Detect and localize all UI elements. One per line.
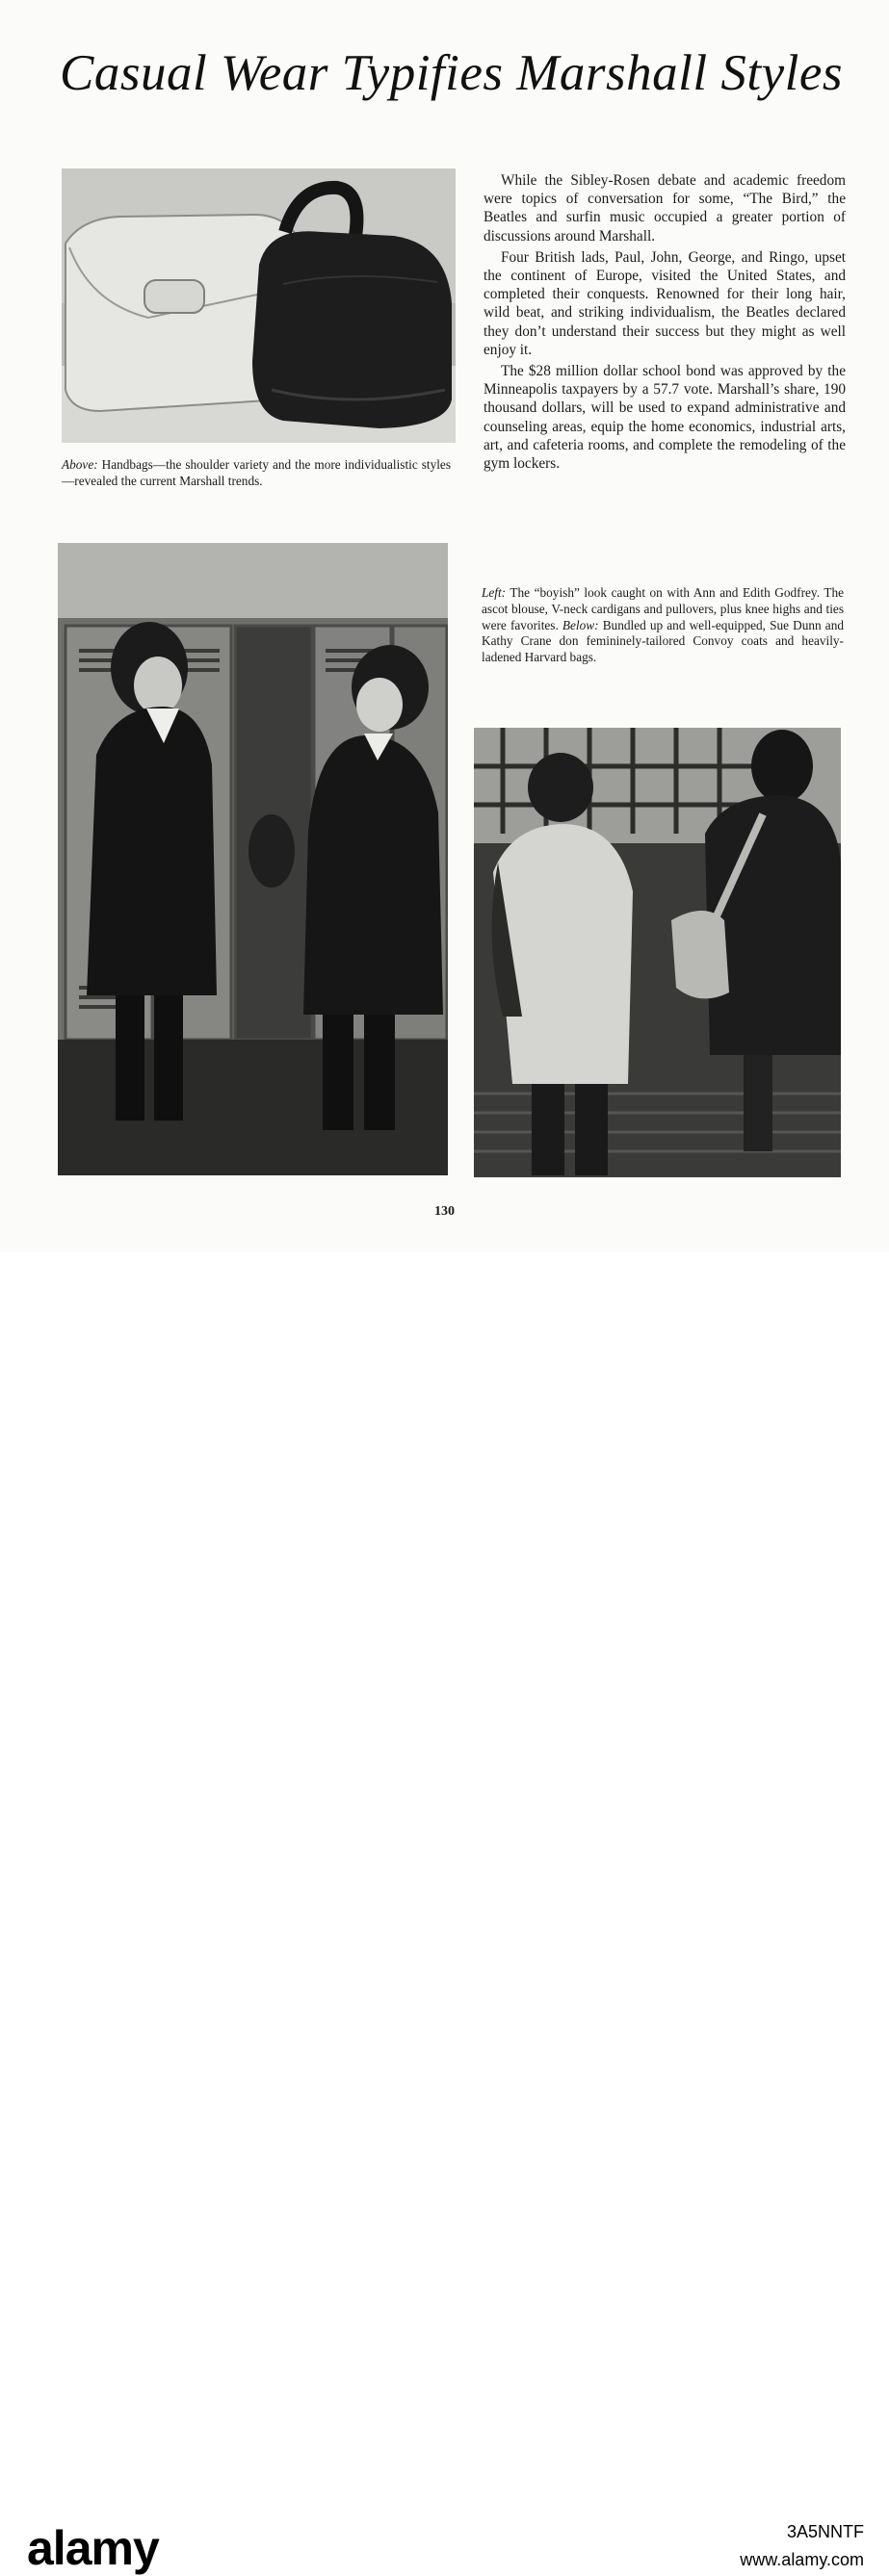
page-title: Casual Wear Typifies Marshall Styles xyxy=(60,45,843,101)
caption-text-left: The “boyish” look caught on with Ann and Edith Godfrey. The ascot blouse, V-neck cardigans and pullovers, plus knee highs and ties were favorites. xyxy=(482,585,844,632)
girls-on-stairs-photo xyxy=(474,728,841,1177)
handbags-caption xyxy=(62,457,451,489)
article-paragraph: The $28 million dollar school bond was approved by the Minneapolis taxpayers by a 57.7 vote. Marshall’s share, 190 thousand dollars, will be used to expand administrative and counseling areas, equip the home economics, industrial arts, art, and cafeteria rooms, and complete the remodeling of the gym lockers. xyxy=(484,363,846,473)
stock-url: www.alamy.com xyxy=(740,2550,864,2569)
yearbook-page xyxy=(0,0,889,1251)
page-number: 130 xyxy=(434,1204,455,1219)
lockers-caption xyxy=(482,585,844,666)
article-paragraph: While the Sibley-Rosen debate and academic freedom were topics of conversation for some, “The Bird,” the Beatles and surfin music occupied a greater portion of discussions around Marshall. xyxy=(484,172,846,245)
girls-at-lockers-photo xyxy=(58,543,448,1175)
watermark-footer xyxy=(0,1251,889,2575)
caption-lead-left: Left: xyxy=(482,585,507,600)
stock-image-id: 3A5NNTF xyxy=(786,2522,864,2541)
caption-lead-below: Below: xyxy=(562,617,599,632)
handbags-photo xyxy=(62,168,456,443)
caption-lead: Above: xyxy=(62,457,98,472)
article-paragraph: Four British lads, Paul, John, George, and Ringo, upset the continent of Europe, visited the United States, and completed their conquests. Renowned for their long hair, wild beat, and striking individualism, the Beatles declared they don’t understand their success but they might as well enjoy it. xyxy=(484,248,846,358)
article-body xyxy=(484,171,846,476)
alamy-logo: alamy xyxy=(27,2521,159,2575)
caption-text-below: Bundled up and well-equipped, Sue Dunn and Kathy Crane don femininely-tailored Convoy coats and heavily-ladened Harvard bags. xyxy=(482,617,844,665)
caption-text: Handbags—the shoulder variety and the more individualistic styles—revealed the current Marshall trends. xyxy=(62,457,451,488)
